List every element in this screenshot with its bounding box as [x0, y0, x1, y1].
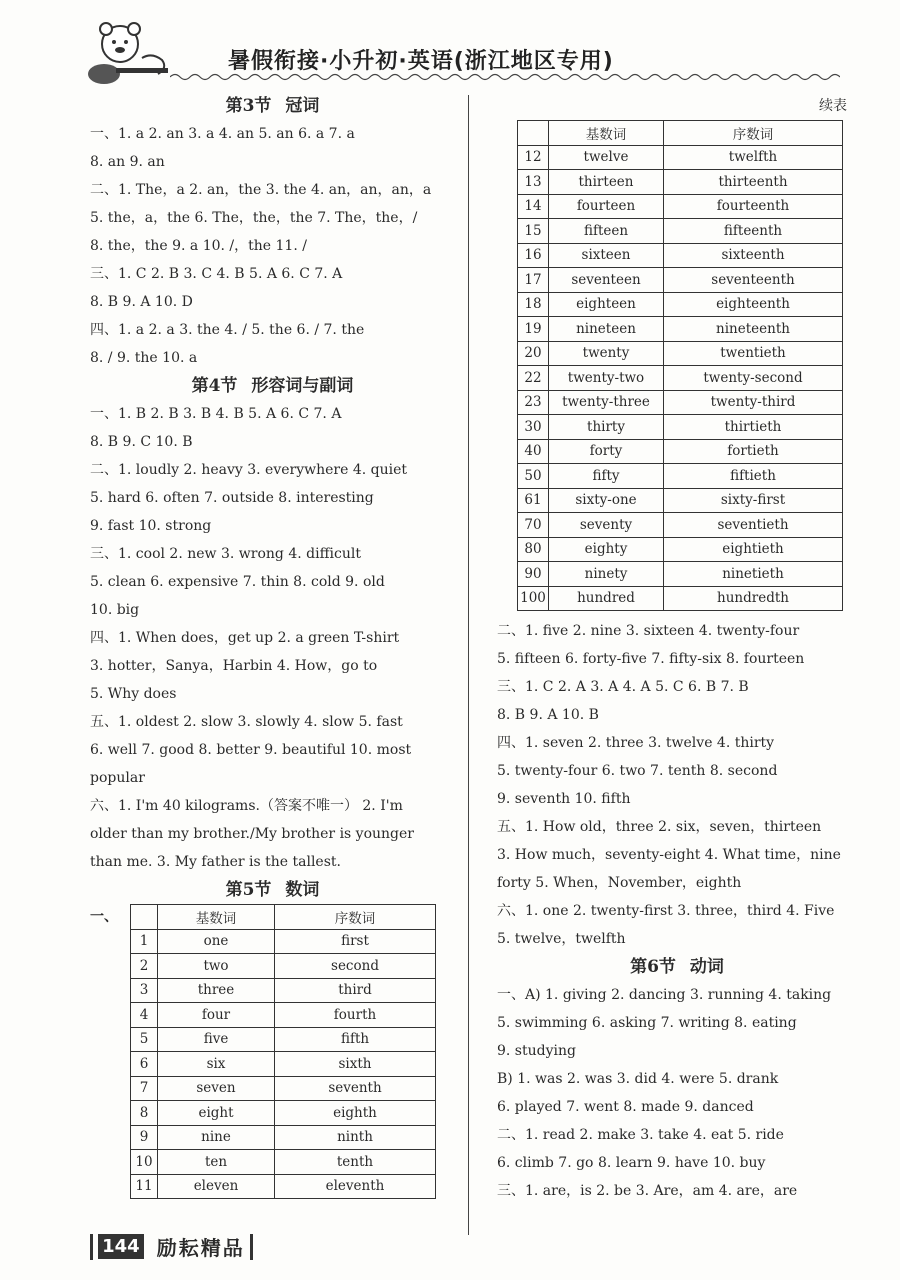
- answer-line: B) 1. was 2. was 3. did 4. were 5. drank: [497, 1071, 779, 1087]
- ordinal-cell: eighth: [275, 1101, 436, 1126]
- answer-line: forty 5. When，November，eighth: [497, 875, 742, 891]
- table-row: [131, 1174, 436, 1199]
- table-body-part1: [131, 929, 436, 1199]
- table-row: [518, 317, 843, 342]
- table-header-ordinal: 序数词: [275, 905, 436, 930]
- answer-line: 8. the，the 9. a 10. /，the 11. /: [90, 238, 307, 254]
- answer-line: 三、1. C 2. A 3. A 4. A 5. C 6. B 7. B: [497, 679, 749, 695]
- row-index-cell: 3: [131, 978, 158, 1003]
- cardinal-cell: eighteen: [549, 292, 664, 317]
- row-index-cell: 15: [518, 219, 549, 244]
- answer-line: 三、1. are，is 2. be 3. Are，am 4. are，are: [497, 1183, 798, 1199]
- table-row: [131, 1150, 436, 1175]
- section-6-title: 第6节 动词: [630, 957, 724, 977]
- table-header-row: [131, 905, 436, 930]
- table-row: [518, 415, 843, 440]
- table-row: [131, 978, 436, 1003]
- table-row: [131, 1076, 436, 1101]
- ordinal-cell: tenth: [275, 1150, 436, 1175]
- ordinal-cell: third: [275, 978, 436, 1003]
- cardinal-cell: one: [158, 929, 275, 954]
- mascot-bear-guitar-icon: [82, 18, 182, 88]
- cardinal-cell: five: [158, 1027, 275, 1052]
- cardinal-cell: twelve: [549, 145, 664, 170]
- answer-line: 5. Why does: [90, 686, 177, 702]
- table-header-cardinal: 基数词: [158, 905, 275, 930]
- cardinal-cell: eighty: [549, 537, 664, 562]
- page-footer: [90, 1232, 253, 1266]
- row-index-cell: 14: [518, 194, 549, 219]
- table-row: [518, 488, 843, 513]
- cardinal-cell: twenty-three: [549, 390, 664, 415]
- number-table-part1-wrapper: [90, 904, 455, 1199]
- answer-line: 五、1. oldest 2. slow 3. slowly 4. slow 5. fast: [90, 714, 403, 730]
- row-index-cell: 18: [518, 292, 549, 317]
- ordinal-cell: fiftieth: [664, 464, 843, 489]
- row-index-cell: 100: [518, 586, 549, 611]
- answer-line: 四、1. a 2. a 3. the 4. / 5. the 6. / 7. the: [90, 322, 365, 338]
- ordinal-cell: eighteenth: [664, 292, 843, 317]
- answer-line: than me. 3. My father is the tallest.: [90, 854, 341, 870]
- answer-line: 5. clean 6. expensive 7. thin 8. cold 9. old: [90, 574, 385, 590]
- cardinal-cell: sixty-one: [549, 488, 664, 513]
- cardinal-cell: four: [158, 1003, 275, 1028]
- row-index-cell: 22: [518, 366, 549, 391]
- answer-line: 5. swimming 6. asking 7. writing 8. eating: [497, 1015, 797, 1031]
- answer-line: 6. well 7. good 8. better 9. beautiful 10. most: [90, 742, 412, 758]
- answer-line: 9. seventh 10. fifth: [497, 791, 631, 807]
- ordinal-cell: seventh: [275, 1076, 436, 1101]
- section-3-title: 第3节 冠词: [225, 96, 320, 116]
- cardinal-cell: twenty: [549, 341, 664, 366]
- table-row: [518, 586, 843, 611]
- answer-line: popular: [90, 770, 145, 786]
- table-row: [131, 1052, 436, 1077]
- left-column: [90, 92, 455, 1199]
- ordinal-cell: thirtieth: [664, 415, 843, 440]
- answer-line: 三、1. C 2. B 3. C 4. B 5. A 6. C 7. A: [90, 266, 343, 282]
- row-index-cell: 23: [518, 390, 549, 415]
- answer-line: 8. an 9. an: [90, 154, 165, 170]
- table-header-cardinal: 基数词: [549, 121, 664, 146]
- column-divider: [468, 95, 469, 1235]
- ordinal-cell: eightieth: [664, 537, 843, 562]
- cardinal-cell: six: [158, 1052, 275, 1077]
- answer-line: 一、1. B 2. B 3. B 4. B 5. A 6. C 7. A: [90, 406, 342, 422]
- cardinal-cell: fifteen: [549, 219, 664, 244]
- table-row: [518, 562, 843, 587]
- answer-line: 6. climb 7. go 8. learn 9. have 10. buy: [497, 1155, 766, 1171]
- row-index-cell: 17: [518, 268, 549, 293]
- cardinal-cell: eleven: [158, 1174, 275, 1199]
- answer-line: 8. B 9. A 10. B: [497, 707, 599, 723]
- row-index-cell: 70: [518, 513, 549, 538]
- ordinal-cell: twentieth: [664, 341, 843, 366]
- table-row: [518, 537, 843, 562]
- table-row: [131, 954, 436, 979]
- ordinal-cell: sixty-first: [664, 488, 843, 513]
- row-index-cell: 16: [518, 243, 549, 268]
- row-index-cell: 61: [518, 488, 549, 513]
- ordinal-cell: thirteenth: [664, 170, 843, 195]
- row-index-cell: 1: [131, 929, 158, 954]
- cardinal-cell: seventeen: [549, 268, 664, 293]
- answer-line: 五、1. How old，three 2. six，seven，thirteen: [497, 819, 822, 835]
- row-index-cell: 13: [518, 170, 549, 195]
- answer-line: 9. fast 10. strong: [90, 518, 212, 534]
- table-row: [518, 390, 843, 415]
- table-row: [518, 194, 843, 219]
- answer-line: 二、1. loudly 2. heavy 3. everywhere 4. quiet: [90, 462, 408, 478]
- answer-line: 三、1. cool 2. new 3. wrong 4. difficult: [90, 546, 361, 562]
- ordinal-cell: seventieth: [664, 513, 843, 538]
- row-index-cell: 7: [131, 1076, 158, 1101]
- ordinal-cell: sixteenth: [664, 243, 843, 268]
- answer-line: 四、1. seven 2. three 3. twelve 4. thirty: [497, 735, 775, 751]
- page-header: [0, 0, 900, 95]
- answer-line: 3. hotter，Sanya，Harbin 4. How，go to: [90, 658, 378, 674]
- cardinal-cell: eight: [158, 1101, 275, 1126]
- answer-line: 一、A) 1. giving 2. dancing 3. running 4. taking: [497, 987, 832, 1003]
- answer-line: 6. played 7. went 8. made 9. danced: [497, 1099, 754, 1115]
- ordinal-cell: fifteenth: [664, 219, 843, 244]
- answer-line: older than my brother./My brother is younger: [90, 826, 414, 842]
- row-index-cell: 90: [518, 562, 549, 587]
- section-6-answers: [497, 981, 857, 1205]
- answer-line: 5. the，a，the 6. The，the，the 7. The，the，/: [90, 210, 418, 226]
- table-header-ordinal: 序数词: [664, 121, 843, 146]
- ordinal-cell: fourteenth: [664, 194, 843, 219]
- row-index-cell: 4: [131, 1003, 158, 1028]
- cardinal-cell: ninety: [549, 562, 664, 587]
- row-index-cell: 30: [518, 415, 549, 440]
- answer-line: 二、1. The，a 2. an，the 3. the 4. an，an，an，a: [90, 182, 432, 198]
- answer-line: 5. twenty-four 6. two 7. tenth 8. second: [497, 763, 778, 779]
- footer-bar-right: [250, 1234, 253, 1260]
- answer-line: 六、1. I'm 40 kilograms.（答案不唯一） 2. I'm: [90, 798, 403, 814]
- table-question-label: 一、: [90, 909, 118, 925]
- row-index-cell: 8: [131, 1101, 158, 1126]
- table-body-part2: [518, 145, 843, 611]
- row-index-cell: 40: [518, 439, 549, 464]
- answer-line: 5. twelve，twelfth: [497, 931, 626, 947]
- answer-line: 六、1. one 2. twenty-first 3. three，third 4. Five: [497, 903, 835, 919]
- table-row: [131, 929, 436, 954]
- ordinal-cell: fifth: [275, 1027, 436, 1052]
- cardinal-cell: ten: [158, 1150, 275, 1175]
- answer-line: 四、1. When does，get up 2. a green T-shirt: [90, 630, 400, 646]
- ordinal-cell: twenty-second: [664, 366, 843, 391]
- answer-line: 9. studying: [497, 1043, 576, 1059]
- cardinal-cell: nine: [158, 1125, 275, 1150]
- row-index-cell: 2: [131, 954, 158, 979]
- right-column: [497, 92, 857, 1205]
- table-row: [518, 219, 843, 244]
- table-row: [518, 145, 843, 170]
- table-row: [131, 1027, 436, 1052]
- ordinal-cell: sixth: [275, 1052, 436, 1077]
- cardinal-cell: three: [158, 978, 275, 1003]
- cardinal-cell: seven: [158, 1076, 275, 1101]
- page-number: 144: [98, 1234, 144, 1259]
- row-index-cell: 50: [518, 464, 549, 489]
- table-row: [131, 1003, 436, 1028]
- ordinal-cell: hundredth: [664, 586, 843, 611]
- answer-line: 3. How much，seventy-eight 4. What time，nine: [497, 847, 841, 863]
- table-continued-label: 续表: [819, 98, 847, 114]
- table-row: [131, 1101, 436, 1126]
- table-row: [518, 243, 843, 268]
- row-index-cell: 5: [131, 1027, 158, 1052]
- table-row: [518, 366, 843, 391]
- row-index-cell: 9: [131, 1125, 158, 1150]
- answer-line: 8. / 9. the 10. a: [90, 350, 198, 366]
- cardinal-cell: thirty: [549, 415, 664, 440]
- ordinal-cell: first: [275, 929, 436, 954]
- cardinal-cell: two: [158, 954, 275, 979]
- answer-line: 8. B 9. C 10. B: [90, 434, 193, 450]
- table-row: [518, 268, 843, 293]
- table-row: [518, 170, 843, 195]
- number-table-part1: [130, 904, 436, 1199]
- table-row: [518, 464, 843, 489]
- cardinal-cell: fifty: [549, 464, 664, 489]
- row-index-cell: 19: [518, 317, 549, 342]
- row-index-cell: 20: [518, 341, 549, 366]
- cardinal-cell: fourteen: [549, 194, 664, 219]
- header-title: 暑假衔接·小升初·英语(浙江地区专用): [228, 49, 614, 74]
- answer-line: 5. fifteen 6. forty-five 7. fifty-six 8. fourteen: [497, 651, 805, 667]
- table-header-index: [518, 121, 549, 146]
- cardinal-cell: twenty-two: [549, 366, 664, 391]
- footer-brand: 励耘精品: [156, 1236, 245, 1260]
- answer-line: 8. B 9. A 10. D: [90, 294, 193, 310]
- ordinal-cell: seventeenth: [664, 268, 843, 293]
- cardinal-cell: sixteen: [549, 243, 664, 268]
- ordinal-cell: fourth: [275, 1003, 436, 1028]
- cardinal-cell: thirteen: [549, 170, 664, 195]
- answer-line: 二、1. five 2. nine 3. sixteen 4. twenty-four: [497, 623, 800, 639]
- table-row: [131, 1125, 436, 1150]
- table-header-index: [131, 905, 158, 930]
- footer-bar-left: [90, 1234, 93, 1260]
- table-row: [518, 439, 843, 464]
- answer-line: 5. hard 6. often 7. outside 8. interesting: [90, 490, 374, 506]
- answer-line: 一、1. a 2. an 3. a 4. an 5. an 6. a 7. a: [90, 126, 355, 142]
- table-header-row: [518, 121, 843, 146]
- table-row: [518, 341, 843, 366]
- ordinal-cell: ninth: [275, 1125, 436, 1150]
- header-wave-divider: [170, 72, 840, 82]
- row-index-cell: 10: [131, 1150, 158, 1175]
- section-4-title: 第4节 形容词与副词: [191, 376, 354, 396]
- table-row: [518, 292, 843, 317]
- ordinal-cell: eleventh: [275, 1174, 436, 1199]
- row-index-cell: 80: [518, 537, 549, 562]
- answer-line: 二、1. read 2. make 3. take 4. eat 5. ride: [497, 1127, 784, 1143]
- row-index-cell: 12: [518, 145, 549, 170]
- ordinal-cell: ninetieth: [664, 562, 843, 587]
- row-index-cell: 11: [131, 1174, 158, 1199]
- ordinal-cell: nineteenth: [664, 317, 843, 342]
- cardinal-cell: forty: [549, 439, 664, 464]
- cardinal-cell: seventy: [549, 513, 664, 538]
- cardinal-cell: hundred: [549, 586, 664, 611]
- row-index-cell: 6: [131, 1052, 158, 1077]
- table-row: [518, 513, 843, 538]
- answer-line: 10. big: [90, 602, 140, 618]
- ordinal-cell: fortieth: [664, 439, 843, 464]
- section-5-title: 第5节 数词: [225, 880, 320, 900]
- section-5-answers: [497, 617, 857, 953]
- ordinal-cell: twenty-third: [664, 390, 843, 415]
- ordinal-cell: twelfth: [664, 145, 843, 170]
- number-table-part2: [517, 120, 843, 611]
- ordinal-cell: second: [275, 954, 436, 979]
- cardinal-cell: nineteen: [549, 317, 664, 342]
